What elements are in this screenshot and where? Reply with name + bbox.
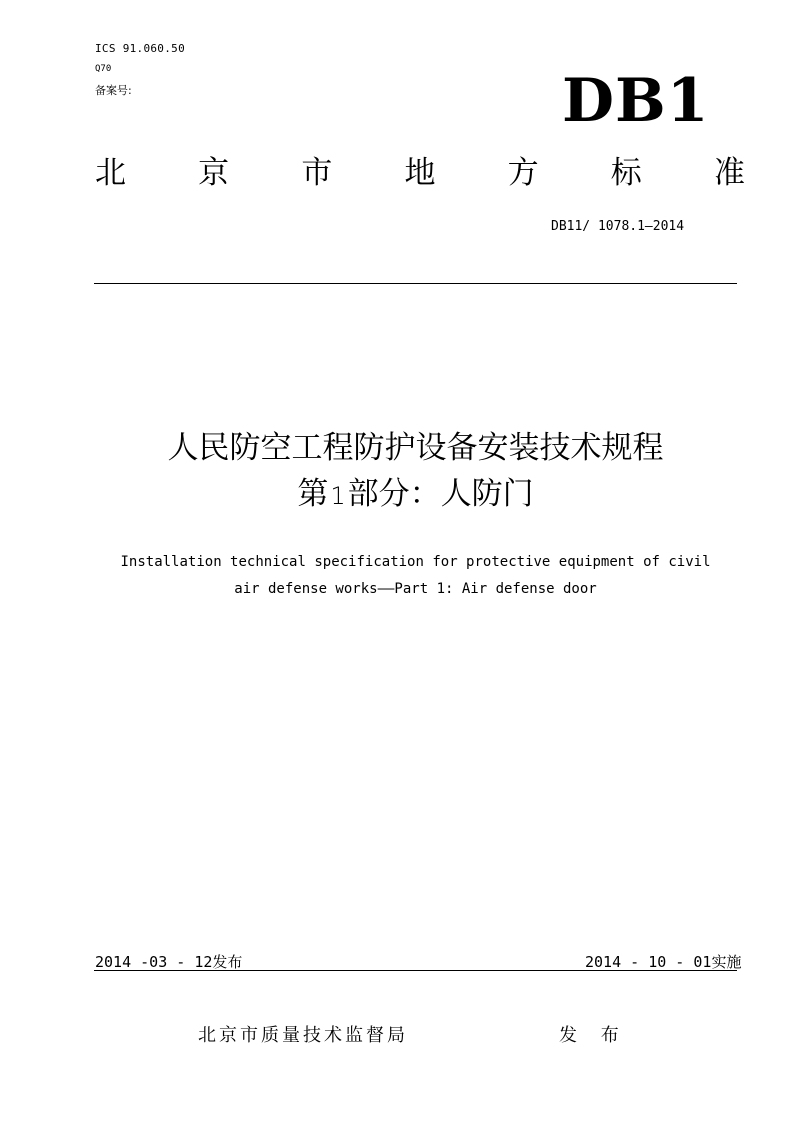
document-title-en: Installation technical specification for protective equipment of civil air defense works——Part 1: Air defense door [120, 554, 711, 597]
standard-type-char: 标 [610, 155, 642, 191]
subtitle-prefix: 第 [297, 476, 329, 512]
document-title-cn: 人民防空工程防护设备安装技术规程 [167, 430, 664, 466]
standard-type-char: 方 [507, 155, 539, 191]
classification-code: Q70 [95, 64, 112, 74]
document-subtitle-cn [94, 473, 737, 517]
issue-date-line [95, 951, 242, 972]
part-number: 1 [330, 482, 346, 510]
standard-type-char: 京 [198, 155, 230, 191]
issuing-authority: 北京市质量技术监督局 [198, 1025, 408, 1046]
implementation-date: 2014 - 10 - 01 [585, 953, 712, 971]
ics-code: ICS 91.060.50 [95, 42, 185, 55]
issue-word: 发 布 [559, 1025, 628, 1046]
top-divider [94, 283, 737, 284]
standard-number: DB11/ 1078.1—2014 [551, 219, 685, 234]
db-logo: DB1 [562, 66, 710, 136]
standard-type-title [95, 153, 745, 193]
issue-date: 2014 -03 - 12 [95, 953, 213, 971]
standard-type-char: 准 [713, 155, 745, 191]
implementation-date-line [585, 951, 741, 972]
standard-type-char: 地 [404, 155, 436, 191]
implementation-label: 实施 [711, 953, 742, 971]
standard-type-char: 市 [301, 155, 333, 191]
subtitle-suffix: 部分：人防门 [347, 476, 534, 512]
bottom-divider [94, 970, 737, 971]
filing-number-label: 备案号: [95, 84, 132, 97]
standard-type-char: 北 [95, 155, 126, 191]
issue-label: 发布 [212, 953, 243, 971]
